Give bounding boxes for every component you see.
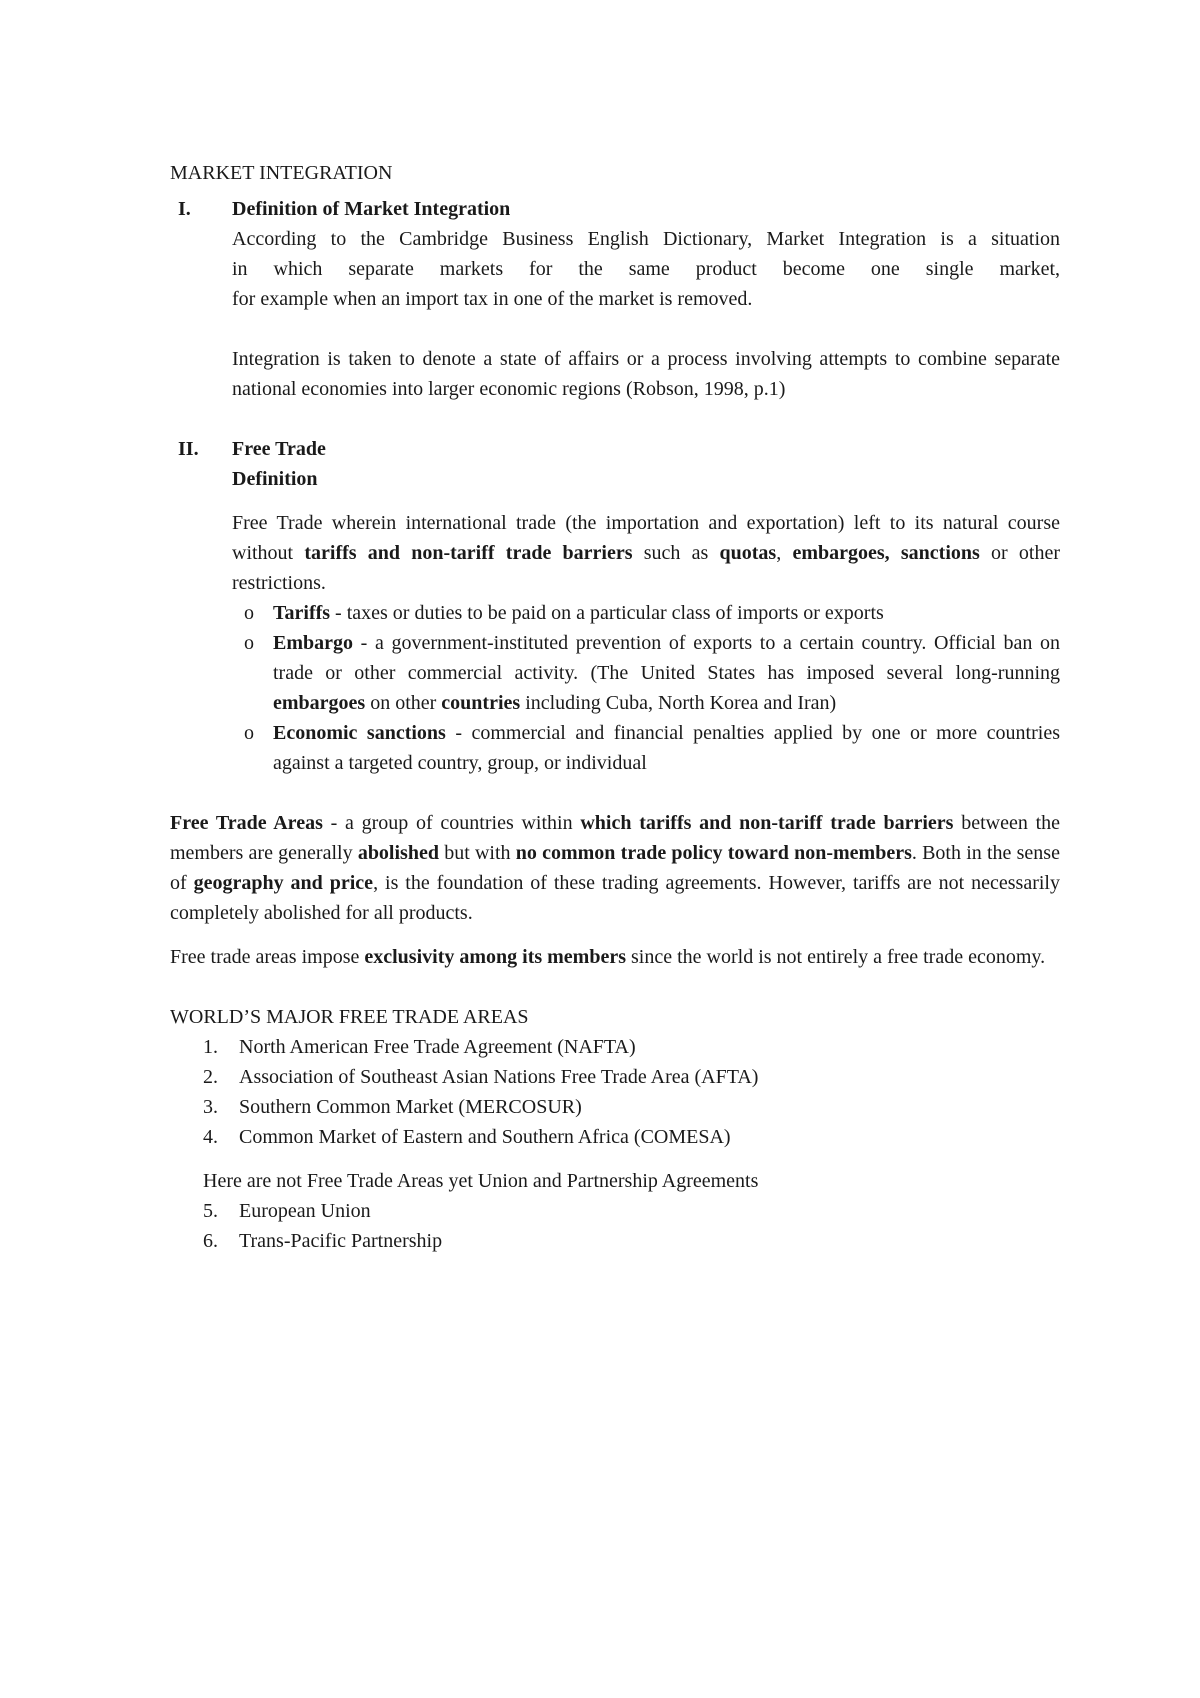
major-fta-list xyxy=(170,1032,1060,1152)
text-run: including Cuba, North Korea and Iran) xyxy=(520,692,837,714)
section-subheading: Definition xyxy=(232,468,318,490)
bold-term: Embargo xyxy=(273,632,353,654)
list-item xyxy=(203,1196,1060,1226)
major-fta-heading: WORLD’S MAJOR FREE TRADE AREAS xyxy=(170,1006,529,1028)
text-run: Free trade areas impose xyxy=(170,946,365,968)
list-text: Trans-Pacific Partnership xyxy=(239,1230,443,1252)
text-run: - taxes or duties to be paid on a particular class of imports or exports xyxy=(330,602,884,624)
list-number: 2. xyxy=(203,1066,218,1088)
section-number: II. xyxy=(178,438,199,460)
bold-term: geography and price xyxy=(193,872,374,894)
bold-term: embargoes xyxy=(273,692,366,714)
text-run: Free Trade wherein international trade (the importation and exportation) left to its natural course without xyxy=(232,512,1060,564)
list-text: European Union xyxy=(239,1200,371,1222)
list-number: 1. xyxy=(203,1036,218,1058)
list-item xyxy=(232,598,1060,628)
free-trade-areas-paragraph xyxy=(170,808,1060,928)
integration-paragraph: Integration is taken to denote a state of affairs or a process involving attempts to combine separate national economies into larger economic regions (Robson, 1998, p.1) xyxy=(232,348,1060,400)
definition-line: According to the Cambridge Business English Dictionary, Market Integration is a situation xyxy=(232,228,1060,250)
text-run: - a group of countries within xyxy=(322,812,581,834)
text-run: between the members are generally xyxy=(170,812,1060,864)
list-item xyxy=(232,628,1060,718)
text-run: , is the foundation of these trading agreements. However, tariffs are not necessarily completely abolished for all products. xyxy=(170,872,1060,924)
bold-term: no common trade policy toward non-members xyxy=(515,842,912,864)
list-item xyxy=(203,1032,1060,1062)
list-text: Common Market of Eastern and Southern Africa (COMESA) xyxy=(239,1126,731,1148)
document-page xyxy=(170,158,1060,1256)
bullet-icon: o xyxy=(244,602,254,624)
bold-term: abolished xyxy=(357,842,439,864)
bold-term: which tariffs and non-tariff trade barriers xyxy=(580,812,954,834)
text-run: - commercial and financial penalties applied by one or more countries against a targeted country, group, or individual xyxy=(273,722,1060,774)
list-text: Association of Southeast Asian Nations Free Trade Area (AFTA) xyxy=(239,1066,759,1088)
bold-term: embargoes, sanctions xyxy=(792,542,980,564)
text-run: since the world is not entirely a free trade economy. xyxy=(626,946,1046,968)
exclusivity-paragraph xyxy=(170,942,1060,972)
bold-term: exclusivity among its members xyxy=(364,946,626,968)
definition-line: for example when an import tax in one of the market is removed. xyxy=(232,288,753,310)
union-note: Here are not Free Trade Areas yet Union and Partnership Agreements xyxy=(203,1170,759,1192)
definition-line: in which separate markets for the same product become one single market, xyxy=(232,258,1060,280)
text-run: such as xyxy=(632,542,720,564)
list-item xyxy=(203,1226,1060,1256)
barrier-list xyxy=(232,598,1060,778)
list-item xyxy=(203,1092,1060,1122)
list-number: 5. xyxy=(203,1200,218,1222)
list-text: Southern Common Market (MERCOSUR) xyxy=(239,1096,582,1118)
list-text: North American Free Trade Agreement (NAFTA) xyxy=(239,1036,636,1058)
text-run: . Both in the sense of xyxy=(170,842,1060,894)
section-heading: Free Trade xyxy=(232,438,326,460)
text-run: or other restrictions. xyxy=(232,542,1060,594)
section-number: I. xyxy=(178,198,191,220)
bold-term: quotas xyxy=(719,542,777,564)
list-number: 4. xyxy=(203,1126,218,1148)
text-run: - a government-instituted prevention of exports to a certain country. Official ban on trade or other commercial activity. (The United States has imposed several long-running xyxy=(273,632,1060,684)
bold-term: Economic sanctions xyxy=(273,722,446,744)
bold-term: Tariffs xyxy=(273,602,331,624)
text-run: , xyxy=(776,542,793,564)
list-item xyxy=(232,718,1060,778)
text-run: on other xyxy=(365,692,442,714)
bold-term: tariffs and non-tariff trade barriers xyxy=(304,542,633,564)
list-item xyxy=(203,1062,1060,1092)
bullet-icon: o xyxy=(244,632,254,654)
bold-term: Free Trade Areas xyxy=(170,812,323,834)
list-number: 6. xyxy=(203,1230,218,1252)
text-run: but with xyxy=(438,842,516,864)
union-list xyxy=(170,1196,1060,1256)
bold-term: countries xyxy=(441,692,521,714)
list-item xyxy=(203,1122,1060,1152)
bullet-icon: o xyxy=(244,722,254,744)
free-trade-definition xyxy=(232,508,1060,598)
list-number: 3. xyxy=(203,1096,218,1118)
section-free-trade xyxy=(170,434,1060,778)
document-title: MARKET INTEGRATION xyxy=(170,162,393,184)
section-definition-market-integration xyxy=(170,194,1060,404)
section-heading: Definition of Market Integration xyxy=(232,198,511,220)
